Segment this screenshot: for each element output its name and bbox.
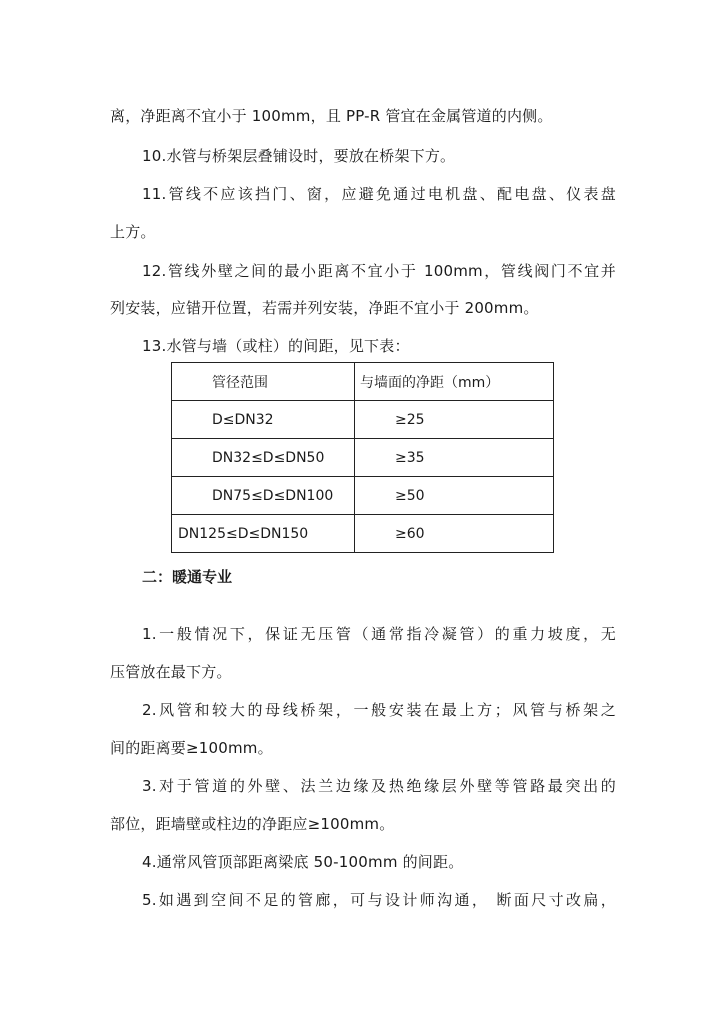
paragraph-10: 10.水管与桥架层叠铺设时，要放在桥架下方。 <box>142 147 456 165</box>
table-header-pipe-diameter: 管径范围 <box>172 363 355 401</box>
hvac-paragraph-3-line-2: 部位，距墙壁或柱边的净距应≥100mm。 <box>110 815 395 833</box>
table-row <box>172 439 554 477</box>
table-cell-diameter: D≤DN32 <box>172 401 355 439</box>
hvac-paragraph-3-line-1: 3.对于管道的外壁、法兰边缘及热绝缘层外壁等管路最突出的 <box>142 777 616 795</box>
pipe-wall-clearance-table <box>171 362 554 553</box>
table-cell-clearance: ≥25 <box>355 401 554 439</box>
table-cell-diameter: DN32≤D≤DN50 <box>172 439 355 477</box>
section-heading-hvac: 二：暖通专业 <box>142 568 233 586</box>
table-row <box>172 477 554 515</box>
table-cell-clearance: ≥50 <box>355 477 554 515</box>
hvac-paragraph-4: 4.通常风管顶部距离梁底 50-100mm 的间距。 <box>142 853 464 871</box>
paragraph-13: 13.水管与墙（或柱）的间距，见下表： <box>142 337 410 355</box>
table-cell-diameter: DN125≤D≤DN150 <box>172 515 355 553</box>
paragraph-12-line-2: 列安装，应错开位置，若需并列安装，净距不宜小于 200mm。 <box>110 299 539 317</box>
hvac-paragraph-2-line-2: 间的距离要≥100mm。 <box>110 739 273 757</box>
paragraph-9-continuation: 离，净距离不宜小于 100mm，且 PP-R 管宜在金属管道的内侧。 <box>110 107 553 125</box>
table-cell-clearance: ≥60 <box>355 515 554 553</box>
table-row <box>172 515 554 553</box>
hvac-paragraph-5-line-1: 5.如遇到空间不足的管廊，可与设计师沟通， 断面尺寸改扁， <box>142 891 616 909</box>
table-header-wall-clearance: 与墙面的净距（mm） <box>355 363 554 401</box>
table-row <box>172 401 554 439</box>
paragraph-11-line-1: 11.管线不应该挡门、窗，应避免通过电机盘、配电盘、仪表盘 <box>142 185 616 203</box>
table-cell-clearance: ≥35 <box>355 439 554 477</box>
hvac-paragraph-2-line-1: 2.风管和较大的母线桥架，一般安装在最上方；风管与桥架之 <box>142 701 616 719</box>
paragraph-12-line-1: 12.管线外壁之间的最小距离不宜小于 100mm，管线阀门不宜并 <box>142 262 616 280</box>
hvac-paragraph-1-line-2: 压管放在最下方。 <box>110 663 232 681</box>
table-header-row <box>172 363 554 401</box>
hvac-paragraph-1-line-1: 1.一般情况下，保证无压管（通常指冷凝管）的重力坡度，无 <box>142 625 616 643</box>
table-cell-diameter: DN75≤D≤DN100 <box>172 477 355 515</box>
paragraph-11-line-2: 上方。 <box>110 223 156 241</box>
